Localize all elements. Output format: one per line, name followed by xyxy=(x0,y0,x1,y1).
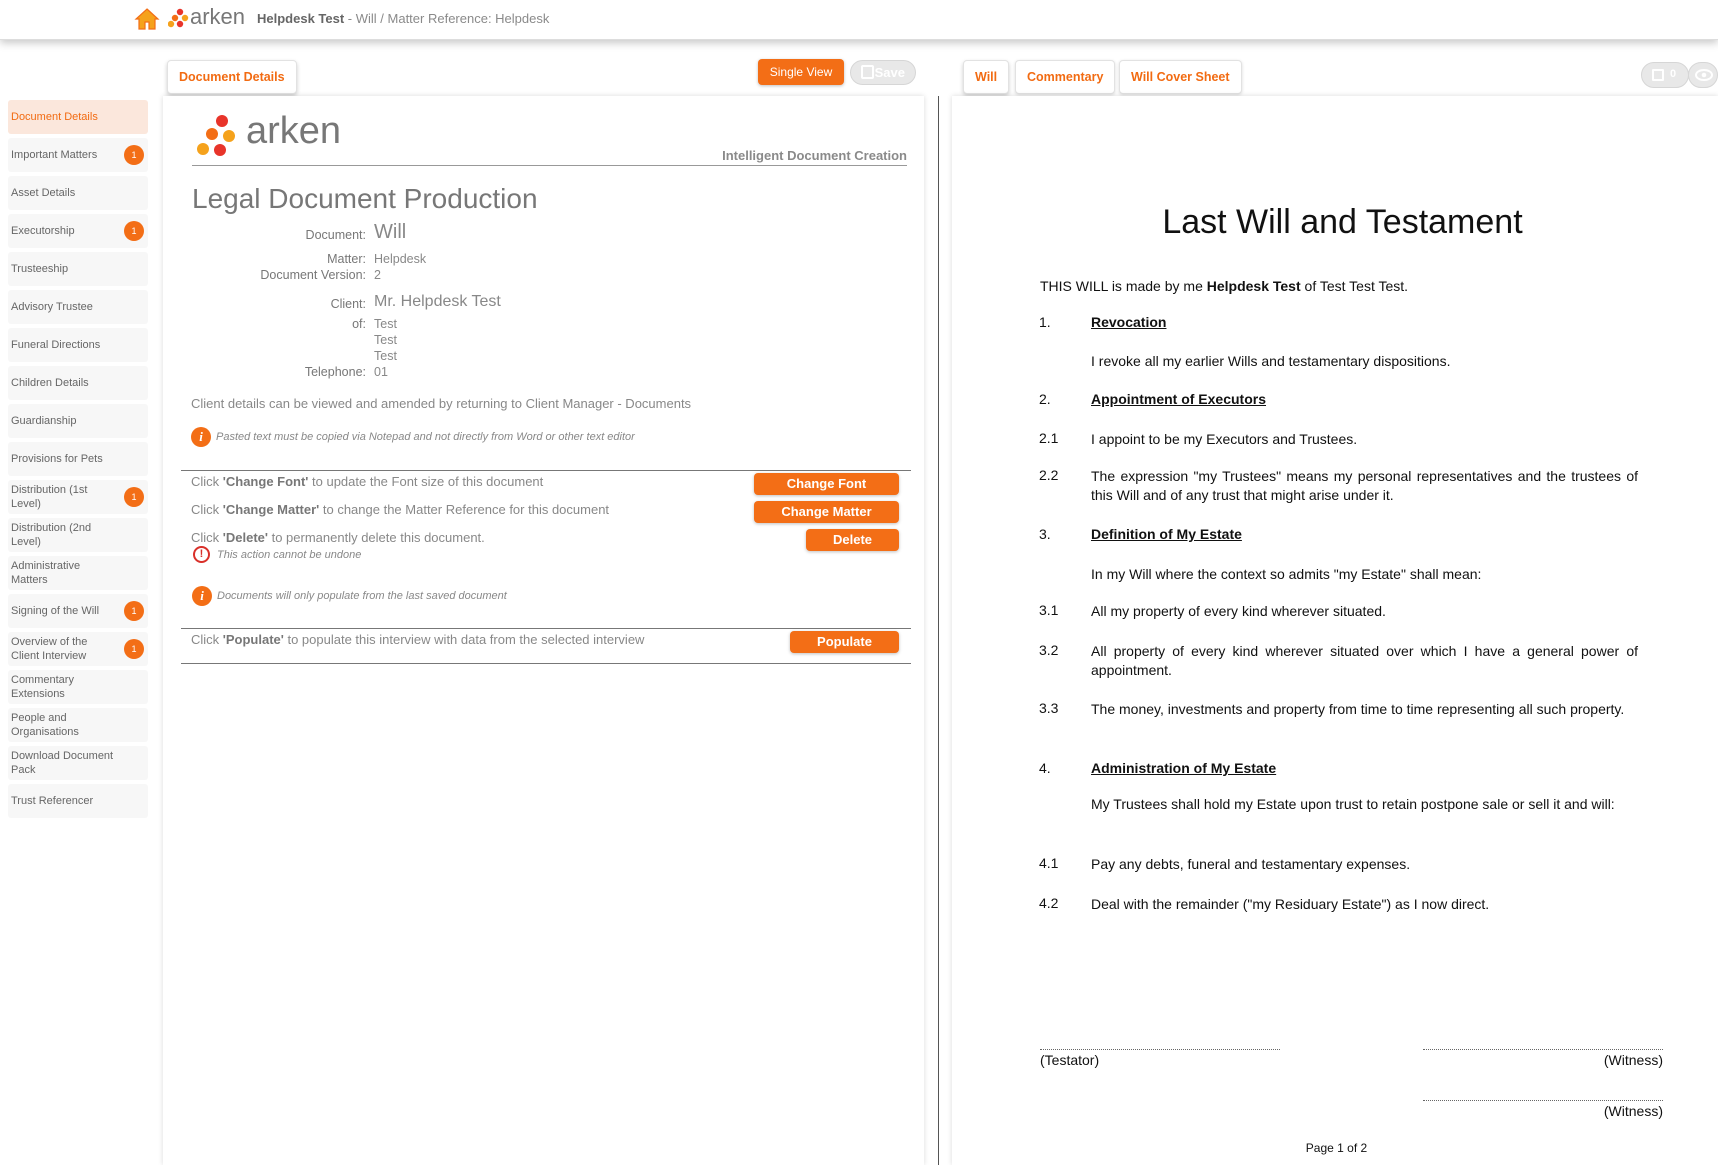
sidebar-item-label: Commentary Extensions xyxy=(11,674,74,700)
sidebar-item-provisions-for-pets[interactable] xyxy=(8,442,148,476)
change-matter-text xyxy=(191,502,609,517)
clause-number: 2.2 xyxy=(1039,467,1059,483)
sidebar-item-administrative-matters[interactable] xyxy=(8,556,148,590)
sidebar-item-executorship[interactable] xyxy=(8,214,148,248)
version-value: 2 xyxy=(374,268,381,282)
delete-description: to permanently delete this document. xyxy=(267,530,485,545)
click-text: Click xyxy=(191,530,223,545)
sidebar-item-label: Distribution (1st Level) xyxy=(11,484,88,510)
witness-label: (Witness) xyxy=(1603,1103,1663,1119)
populate-keyword: 'Populate' xyxy=(222,632,284,647)
tab-document-details[interactable]: Document Details xyxy=(167,60,297,94)
matter-value: Helpdesk xyxy=(374,252,427,266)
sidebar-item-label: Trusteeship xyxy=(11,263,69,275)
alert-badge: 1 xyxy=(124,487,144,507)
delete-keyword: 'Delete' xyxy=(222,530,268,545)
info-icon: i xyxy=(192,586,212,606)
sidebar-item-distribution-2nd-level[interactable] xyxy=(8,518,148,552)
sidebar-item-document-details[interactable] xyxy=(8,100,148,134)
click-text: Click xyxy=(191,502,223,517)
clause-text: Deal with the remainder ("my Residuary Estate") as I now direct. xyxy=(1091,896,1490,912)
sidebar-item-asset-details[interactable] xyxy=(8,176,148,210)
client-manager-note: Client details can be viewed and amended by returning to Client Manager - Documents xyxy=(191,396,692,411)
populate-note: Documents will only populate from the last saved document xyxy=(217,590,507,602)
sidebar-item-label: Download Document Pack xyxy=(11,750,114,776)
sidebar-item-trusteeship[interactable] xyxy=(8,252,148,286)
preview-button[interactable] xyxy=(1688,62,1718,88)
tagline: Intelligent Document Creation xyxy=(722,148,907,163)
clause-text: The expression "my Trustees" means my personal representatives and the trustees of this Will and of any trust that might arise under it. xyxy=(1091,468,1638,503)
change-font-button[interactable]: Change Font xyxy=(754,473,899,495)
eye-icon xyxy=(1694,68,1714,82)
clause-number: 4.1 xyxy=(1039,855,1059,871)
alert-badge: 1 xyxy=(124,601,144,621)
clause-text: All my property of every kind wherever situated. xyxy=(1091,603,1386,619)
sidebar-item-signing-of-the-will[interactable] xyxy=(8,594,148,628)
change-font-description: to update the Font size of this document xyxy=(308,474,544,489)
intro-prefix: THIS WILL is made by me xyxy=(1040,278,1207,294)
matter-label: Matter: xyxy=(327,252,366,266)
clause-heading: Revocation xyxy=(1091,314,1167,330)
will-title: Last Will and Testament xyxy=(1162,203,1523,241)
testator-signature-line xyxy=(1040,1049,1280,1050)
delete-button[interactable]: Delete xyxy=(806,529,899,551)
clause-text: Pay any debts, funeral and testamentary expenses. xyxy=(1091,856,1411,872)
witness-label: (Witness) xyxy=(1603,1052,1663,1068)
client-value: Mr. Helpdesk Test xyxy=(374,293,501,310)
telephone-label: Telephone: xyxy=(304,365,366,379)
save-label: Save xyxy=(874,65,905,80)
save-disk-icon xyxy=(861,65,874,79)
clause-number: 2.1 xyxy=(1039,430,1059,446)
clause-number: 3.2 xyxy=(1039,642,1059,658)
clause-text: I revoke all my earlier Wills and testamentary dispositions. xyxy=(1091,353,1451,369)
address-line-2: Test xyxy=(374,333,397,347)
clause-heading: Definition of My Estate xyxy=(1091,526,1242,542)
paste-note: Pasted text must be copied via Notepad and not directly from Word or other text editor xyxy=(216,431,635,443)
page-title xyxy=(257,11,549,26)
clause-text: All property of every kind wherever situated over which I have a general power of appointment. xyxy=(1091,643,1638,678)
logo-divider xyxy=(192,165,907,166)
clause-number: 4.2 xyxy=(1039,895,1059,911)
save-button[interactable] xyxy=(850,60,916,85)
witness-signature-line xyxy=(1423,1049,1663,1050)
sidebar-item-people-and-organisations[interactable] xyxy=(8,708,148,742)
matter-reference: - Will / Matter Reference: Helpdesk xyxy=(344,11,550,26)
click-text: Click xyxy=(191,474,223,489)
change-matter-keyword: 'Change Matter' xyxy=(222,502,320,517)
tab-will[interactable]: Will xyxy=(963,60,1009,94)
testator-name: Helpdesk Test xyxy=(1206,278,1301,294)
clause-number: 2. xyxy=(1039,391,1051,407)
telephone-value: 01 xyxy=(374,365,388,379)
home-icon[interactable] xyxy=(134,7,160,31)
clause-number: 3. xyxy=(1039,526,1051,542)
clause-number: 3.1 xyxy=(1039,602,1059,618)
sidebar-item-label: Distribution (2nd Level) xyxy=(11,522,92,548)
clause-number: 4. xyxy=(1039,760,1051,776)
populate-text xyxy=(191,632,644,647)
tab-will-cover-sheet[interactable]: Will Cover Sheet xyxy=(1119,60,1242,94)
populate-description: to populate this interview with data from the selected interview xyxy=(283,632,645,647)
sidebar-item-label: Signing of the Will xyxy=(11,605,100,617)
address-line-1: Test xyxy=(374,317,397,331)
sidebar-item-label: Administrative Matters xyxy=(11,560,81,586)
sidebar-item-label: Advisory Trustee xyxy=(11,301,93,313)
sidebar-item-label: Trust Referencer xyxy=(11,795,94,807)
undo-note: This action cannot be undone xyxy=(217,549,362,561)
sidebar-item-label: Asset Details xyxy=(11,187,76,199)
change-matter-button[interactable]: Change Matter xyxy=(754,501,899,523)
click-text: Click xyxy=(191,632,223,647)
sidebar-item-label: Children Details xyxy=(11,377,89,389)
brand-name: arken xyxy=(190,4,246,29)
comment-count: 0 xyxy=(1670,68,1677,80)
version-label: Document Version: xyxy=(260,268,366,282)
change-matter-description: to change the Matter Reference for this document xyxy=(319,502,610,517)
intro-suffix: of Test Test Test. xyxy=(1300,278,1409,294)
sidebar-item-label: Document Details xyxy=(11,111,98,123)
single-view-button[interactable]: Single View xyxy=(758,59,844,85)
sidebar-item-guardianship[interactable] xyxy=(8,404,148,438)
delete-text xyxy=(191,530,485,545)
sidebar-item-distribution-1st-level[interactable] xyxy=(8,480,148,514)
sidebar-item-label: Guardianship xyxy=(11,415,77,427)
comments-button[interactable] xyxy=(1641,62,1689,88)
clause-text: My Trustees shall hold my Estate upon trust to retain postpone sale or sell it and will: xyxy=(1091,796,1615,812)
alert-badge: 1 xyxy=(124,221,144,241)
section-heading: Legal Document Production xyxy=(192,183,538,214)
alert-badge: 1 xyxy=(124,639,144,659)
sidebar-item-label: People and Organisations xyxy=(11,712,79,738)
sidebar-item-label: Provisions for Pets xyxy=(11,453,103,465)
clause-heading: Administration of My Estate xyxy=(1091,760,1277,776)
testator-label: (Testator) xyxy=(1040,1052,1100,1068)
sidebar-item-label: Important Matters xyxy=(11,149,98,161)
populate-button[interactable]: Populate xyxy=(790,631,899,653)
tab-commentary[interactable]: Commentary xyxy=(1015,60,1115,94)
witness-signature-line xyxy=(1423,1100,1663,1101)
sidebar-item-label: Overview of the Client Interview xyxy=(11,636,88,662)
sidebar-item-advisory-trustee[interactable] xyxy=(8,290,148,324)
sidebar-item-trust-referencer[interactable] xyxy=(8,784,148,818)
sidebar-item-label: Funeral Directions xyxy=(11,339,101,351)
top-bar xyxy=(0,0,1718,40)
clause-number: 1. xyxy=(1039,314,1051,330)
clause-text: I appoint to be my Executors and Trustees. xyxy=(1091,431,1358,447)
change-font-keyword: 'Change Font' xyxy=(222,474,309,489)
client-name: Helpdesk Test xyxy=(257,11,345,26)
sidebar-item-overview-of-the-client-interview[interactable] xyxy=(8,632,148,666)
actions-divider-top xyxy=(181,470,911,471)
address-label: of: xyxy=(352,317,366,331)
address-line-3: Test xyxy=(374,349,397,363)
panel-divider[interactable] xyxy=(938,96,939,1165)
sidebar-item-children-details[interactable] xyxy=(8,366,148,400)
sidebar-item-important-matters[interactable] xyxy=(8,138,148,172)
document-label: Document: xyxy=(305,228,366,242)
clause-text: In my Will where the context so admits "my Estate" shall mean: xyxy=(1091,566,1482,582)
clause-number: 3.3 xyxy=(1039,700,1059,716)
document-value: Will xyxy=(374,221,407,243)
sidebar-item-funeral-directions[interactable] xyxy=(8,328,148,362)
arken-wordmark: arken xyxy=(246,110,342,152)
will-preview-panel xyxy=(952,96,1718,1165)
comment-icon xyxy=(1652,69,1664,81)
sidebar-item-label: Executorship xyxy=(11,225,75,237)
info-icon: i xyxy=(191,427,211,447)
clause-heading: Appointment of Executors xyxy=(1091,391,1267,407)
actions-divider-middle xyxy=(181,628,911,629)
sidebar-item-commentary-extensions[interactable] xyxy=(8,670,148,704)
alert-badge: 1 xyxy=(124,145,144,165)
warning-icon: ! xyxy=(193,546,210,563)
change-font-text xyxy=(191,474,543,489)
sidebar-item-download-document-pack[interactable] xyxy=(8,746,148,780)
client-label: Client: xyxy=(330,297,366,311)
sidebar xyxy=(8,100,148,822)
will-intro xyxy=(1040,277,1408,296)
actions-divider-bottom xyxy=(181,663,911,664)
page-indicator: Page 1 of 2 xyxy=(1305,1141,1368,1155)
clause-text: The money, investments and property from time to time representing all such property. xyxy=(1091,701,1625,717)
